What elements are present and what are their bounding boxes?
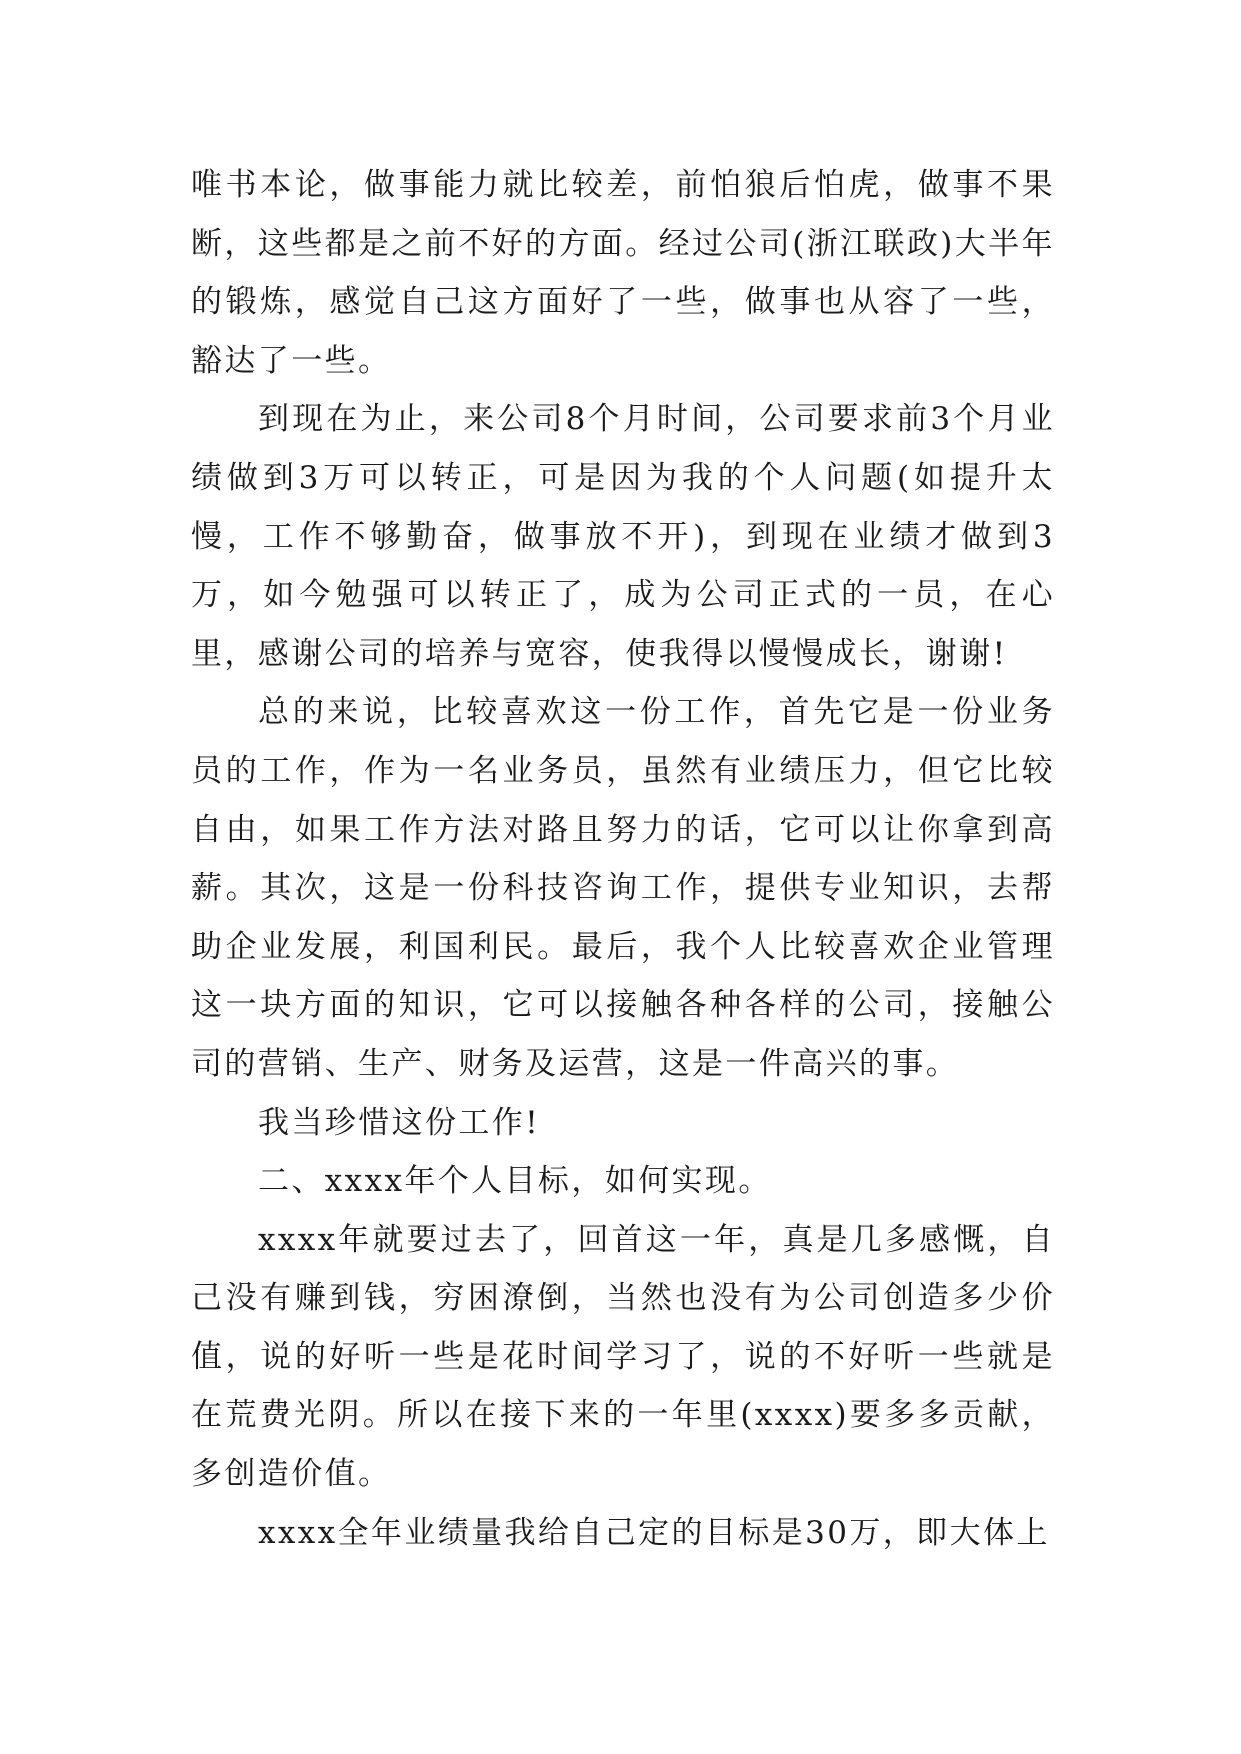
paragraph-2: 到现在为止，来公司8个月时间，公司要求前3个月业绩做到3万可以转正，可是因为我的个人问题(如提升太慢，工作不够勤奋，做事放不开)，到现在业绩才做到3万，如今勉强可以转正了，成为公司正式的一员，在心里，感谢公司的培养与宽容，使我得以慢慢成长，谢谢! <box>191 401 1055 672</box>
paragraph-6: xxxx全年业绩量我给自己定的目标是30万，即大体上 <box>258 1514 1050 1551</box>
paragraph-1: 唯书本论，做事能力就比较差，前怕狼后怕虎，做事不果断，这些都是之前不好的方面。经过公司(浙江联政)大半年的锻炼，感觉自己这方面好了一些，做事也从容了一些，豁达了一些。 <box>191 167 1055 379</box>
section-heading: 二、xxxx年个人目标，如何实现。 <box>258 1163 772 1200</box>
paragraph-5: xxxx年就要过去了，回首这一年，真是几多感慨，自己没有赚到钱，穷困潦倒，当然也没有为公司创造多少价值，说的好听一些是花时间学习了，说的不好听一些就是在荒费光阴。所以在接下来的一年里(xxxx)要多多贡献，多创造价值。 <box>191 1221 1055 1493</box>
paragraph-4: 我当珍惜这份工作! <box>258 1104 541 1141</box>
paragraph-3: 总的来说，比较喜欢这一份工作，首先它是一份业务员的工作，作为一名业务员，虽然有业绩压力，但它比较自由，如果工作方法对路且努力的话，它可以让你拿到高薪。其次，这是一份科技咨询工作，提供专业知识，去帮助企业发展，利国利民。最后，我个人比较喜欢企业管理这一块方面的知识，它可以接触各种各样的公司，接触公司的营销、生产、财务及运营，这是一件高兴的事。 <box>191 694 1055 1082</box>
document-body <box>191 156 1055 1562</box>
